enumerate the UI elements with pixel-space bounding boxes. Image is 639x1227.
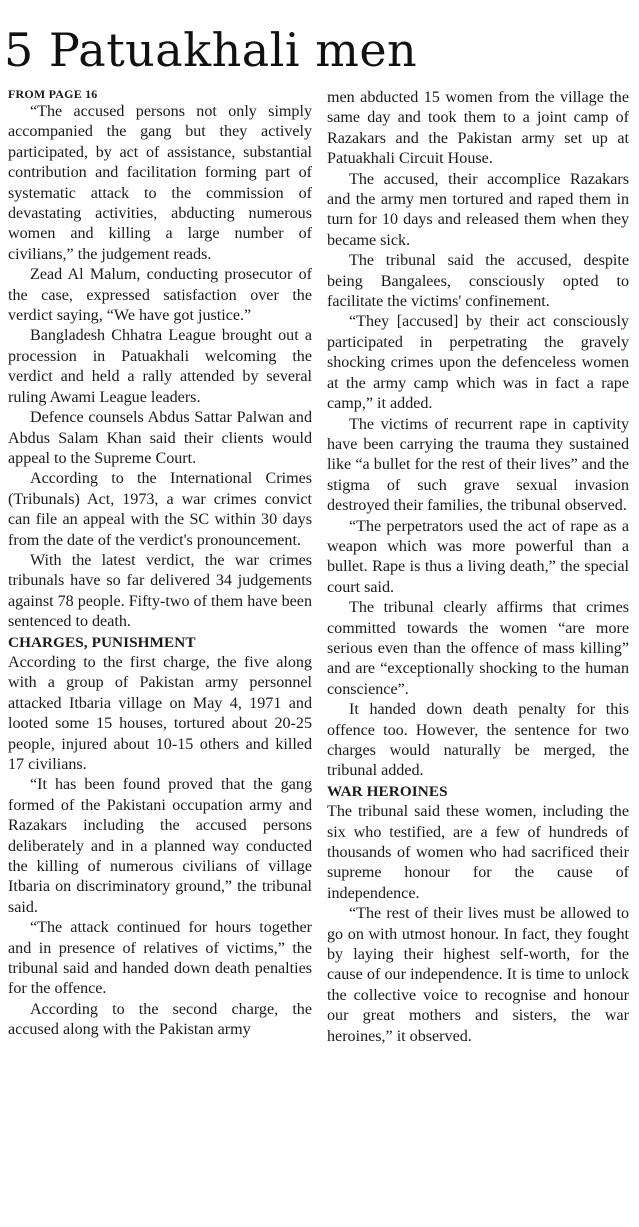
paragraph: Defence counsels Abdus Sattar Palwan and Abdus Salam Khan said their clients would appeal to the Supreme Court. bbox=[8, 409, 312, 467]
right-column bbox=[327, 88, 629, 1047]
paragraph: The tribunal said the accused, despite being Bangalees, consciously opted to facilitate the victims' confinement. bbox=[327, 252, 629, 311]
paragraph: The tribunal said these women, including the six who testified, are a few of hundreds of thousands of women who had sacrificed their supreme honour for the cause of independence. bbox=[327, 803, 629, 902]
paragraph: “The attack continued for hours together and in presence of relatives of victims,” the tribunal said and handed down death penalties for the offence. bbox=[8, 919, 312, 998]
headline: 5 Patuakhali men bbox=[4, 23, 418, 77]
paragraph: The victims of recurrent rape in captivity have been carrying the trauma they sustained like “a bullet for the rest of their lives” and the stigma of such grave sexual invasion destroyed their families, the tribunal observed. bbox=[327, 415, 629, 515]
subhead-war-heroines: WAR HEROINES bbox=[327, 782, 448, 800]
paragraph: “The accused persons not only simply accompanied the gang but they actively participated, by act of assistance, substantial contribution and facilitation forming part of systematic attack to the commission of devastating activities, abducting numerous women and killing a large number of civilians,” the judgement reads. bbox=[8, 103, 312, 263]
paragraph: Bangladesh Chhatra League brought out a procession in Patuakhali welcoming the verdict and held a rally attended by several ruling Awami League leaders. bbox=[8, 327, 312, 406]
paragraph: The accused, their accomplice Razakars and the army men tortured and raped them in turn for 10 days and released them when they became sick. bbox=[327, 170, 629, 249]
subhead-charges-punishment: CHARGES, PUNISHMENT bbox=[8, 633, 196, 651]
paragraph: “It has been found proved that the gang formed of the Pakistani occupation army and Razakars including the accused persons deliberately and in a planned way conducted the killing of numerous civilians of village Itbaria on discriminatory ground,” the tribunal said. bbox=[8, 776, 312, 916]
paragraph: According to the first charge, the five along with a group of Pakistan army personnel attacked Itbaria village on May 4, 1971 and looted some 15 houses, tortured about 20-25 people, injured about 10-15 others and killed 17 civilians. bbox=[8, 653, 312, 773]
paragraph: Zead Al Malum, conducting prosecutor of the case, expressed satisfaction over the verdict saying, “We have got justice.” bbox=[8, 266, 312, 325]
paragraph: The tribunal clearly affirms that crimes committed towards the women “are more serious even than the offence of mass killing” and are “exceptionally shocking to the human conscience”. bbox=[327, 599, 629, 698]
continued-from-label: FROM PAGE 16 bbox=[8, 87, 98, 101]
left-column bbox=[8, 88, 312, 1041]
paragraph: According to the International Crimes (Tribunals) Act, 1973, a war crimes convict can file an appeal with the SC within 30 days from the date of the verdict's pronouncement. bbox=[8, 470, 312, 549]
paragraph: With the latest verdict, the war crimes tribunals have so far delivered 34 judgements against 78 people. Fifty-two of them have been sentenced to death. bbox=[8, 551, 312, 631]
paragraph: “The rest of their lives must be allowed to go on with utmost honour. In fact, they fought by laying their highest self-worth, for the cause of our independence. It is time to unlock the collective voice to recognise and honour our great mothers and sisters, the war heroines,” it observed. bbox=[327, 905, 629, 1045]
paragraph: “The perpetrators used the act of rape as a weapon which was more powerful than a bullet. Rape is thus a living death,” the special court said. bbox=[327, 517, 629, 596]
paragraph: It handed down death penalty for this offence too. However, the sentence for two charges would naturally be merged, the tribunal added. bbox=[327, 701, 629, 780]
paragraph: “They [accused] by their act consciously participated in perpetrating the gravely shocking crimes upon the defenceless women at the army camp which was in fact a rape camp,” it added. bbox=[327, 313, 629, 413]
paragraph: According to the second charge, the accused along with the Pakistan army bbox=[8, 1000, 312, 1039]
paragraph: men abducted 15 women from the village the same day and took them to a joint camp of Razakars and the Pakistan army set up at Patuakhali Circuit House. bbox=[327, 89, 629, 168]
